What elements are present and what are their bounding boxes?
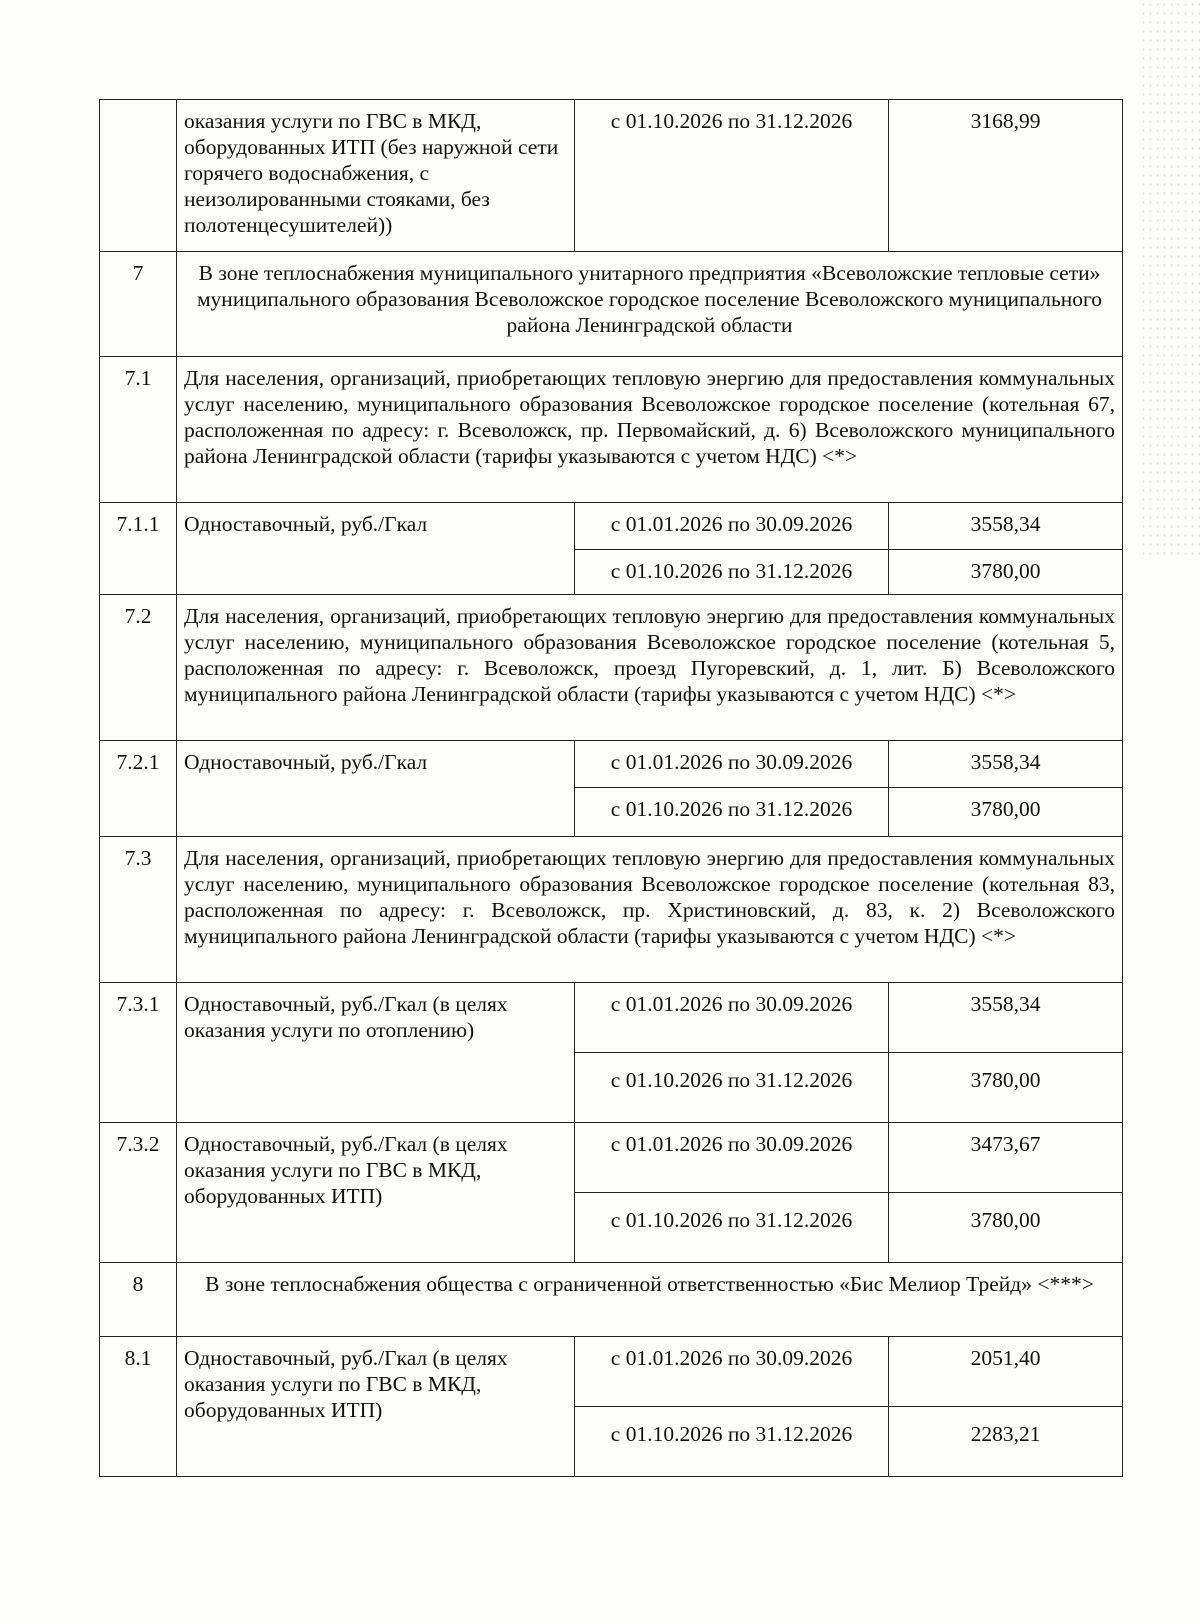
- zone-heading: В зоне теплоснабжения муниципального унитарного предприятия «Всеволожские тепловые сети» муниципального образования Всеволожское городское поселение Всеволожского муниципального района Ленинградской области: [177, 252, 1123, 357]
- value-cell: 3558,34: [889, 741, 1123, 788]
- tariff-label: Одноставочный, руб./Гкал (в целях оказания услуги по ГВС в МКД, оборудованных ИТП): [177, 1123, 575, 1263]
- table-row: [100, 1337, 1123, 1407]
- table-row: [100, 503, 1123, 550]
- table-row: [100, 1263, 1123, 1337]
- period-cell: с 01.10.2026 по 31.12.2026: [575, 1193, 889, 1263]
- table-row: [100, 983, 1123, 1053]
- row-number: 7.2: [100, 595, 177, 741]
- table-row: [100, 357, 1123, 503]
- period-cell: с 01.10.2026 по 31.12.2026: [575, 1407, 889, 1477]
- value-cell: 3558,34: [889, 503, 1123, 550]
- value-cell: 3780,00: [889, 1193, 1123, 1263]
- period-cell: с 01.10.2026 по 31.12.2026: [575, 100, 889, 252]
- row-number: 7.2.1: [100, 741, 177, 837]
- tariff-label: Одноставочный, руб./Гкал: [177, 741, 575, 837]
- table-row: [100, 1123, 1123, 1193]
- value-cell: 3780,00: [889, 788, 1123, 837]
- tariff-label: Одноставочный, руб./Гкал (в целях оказания услуги по ГВС в МКД, оборудованных ИТП): [177, 1337, 575, 1477]
- value-cell: 3558,34: [889, 983, 1123, 1053]
- row-number: 7.1.1: [100, 503, 177, 595]
- tariff-label: Одноставочный, руб./Гкал (в целях оказания услуги по отоплению): [177, 983, 575, 1123]
- value-cell: 2283,21: [889, 1407, 1123, 1477]
- scan-noise: [1140, 0, 1200, 560]
- period-cell: с 01.10.2026 по 31.12.2026: [575, 788, 889, 837]
- tariff-table: [99, 99, 1123, 1477]
- table-row: [100, 100, 1123, 252]
- row-number: [100, 100, 177, 252]
- value-cell: 2051,40: [889, 1337, 1123, 1407]
- period-cell: с 01.01.2026 по 30.09.2026: [575, 1337, 889, 1407]
- period-cell: с 01.01.2026 по 30.09.2026: [575, 1123, 889, 1193]
- row-number: 7.1: [100, 357, 177, 503]
- row-number: 7: [100, 252, 177, 357]
- row-number: 7.3.2: [100, 1123, 177, 1263]
- table-row: [100, 741, 1123, 788]
- zone-heading: В зоне теплоснабжения общества с ограниченной ответственностью «Бис Мелиор Трейд» <***>: [177, 1263, 1123, 1337]
- row-number: 8.1: [100, 1337, 177, 1477]
- tariff-label: Одноставочный, руб./Гкал: [177, 503, 575, 595]
- period-cell: с 01.01.2026 по 30.09.2026: [575, 503, 889, 550]
- value-cell: 3168,99: [889, 100, 1123, 252]
- tariff-label: оказания услуги по ГВС в МКД, оборудованных ИТП (без наружной сети горячего водоснабжения, с неизолированными стояками, без полотенцесушителей)): [177, 100, 575, 252]
- table-row: [100, 837, 1123, 983]
- period-cell: с 01.10.2026 по 31.12.2026: [575, 1053, 889, 1123]
- table-row: [100, 595, 1123, 741]
- period-cell: с 01.01.2026 по 30.09.2026: [575, 741, 889, 788]
- row-number: 7.3: [100, 837, 177, 983]
- group-description: Для населения, организаций, приобретающих тепловую энергию для предоставления коммунальных услуг населению, муниципального образования Всеволожское городское поселение (котельная 5, расположенная по адресу: г. Всеволожск, проезд Пугоревский, д. 1, лит. Б) Всеволожского муниципального района Ленинградской области (тарифы указываются с учетом НДС) <*>: [177, 595, 1123, 741]
- value-cell: 3473,67: [889, 1123, 1123, 1193]
- group-description: Для населения, организаций, приобретающих тепловую энергию для предоставления коммунальных услуг населению, муниципального образования Всеволожское городское поселение (котельная 83, расположенная по адресу: г. Всеволожск, пр. Христиновский, д. 83, к. 2) Всеволожского муниципального района Ленинградской области (тарифы указываются с учетом НДС) <*>: [177, 837, 1123, 983]
- value-cell: 3780,00: [889, 1053, 1123, 1123]
- row-number: 8: [100, 1263, 177, 1337]
- period-cell: с 01.01.2026 по 30.09.2026: [575, 983, 889, 1053]
- row-number: 7.3.1: [100, 983, 177, 1123]
- table-row: [100, 252, 1123, 357]
- value-cell: 3780,00: [889, 550, 1123, 595]
- group-description: Для населения, организаций, приобретающих тепловую энергию для предоставления коммунальных услуг населению, муниципального образования Всеволожское городское поселение (котельная 67, расположенная по адресу: г. Всеволожск, пр. Первомайский, д. 6) Всеволожского муниципального района Ленинградской области (тарифы указываются с учетом НДС) <*>: [177, 357, 1123, 503]
- period-cell: с 01.10.2026 по 31.12.2026: [575, 550, 889, 595]
